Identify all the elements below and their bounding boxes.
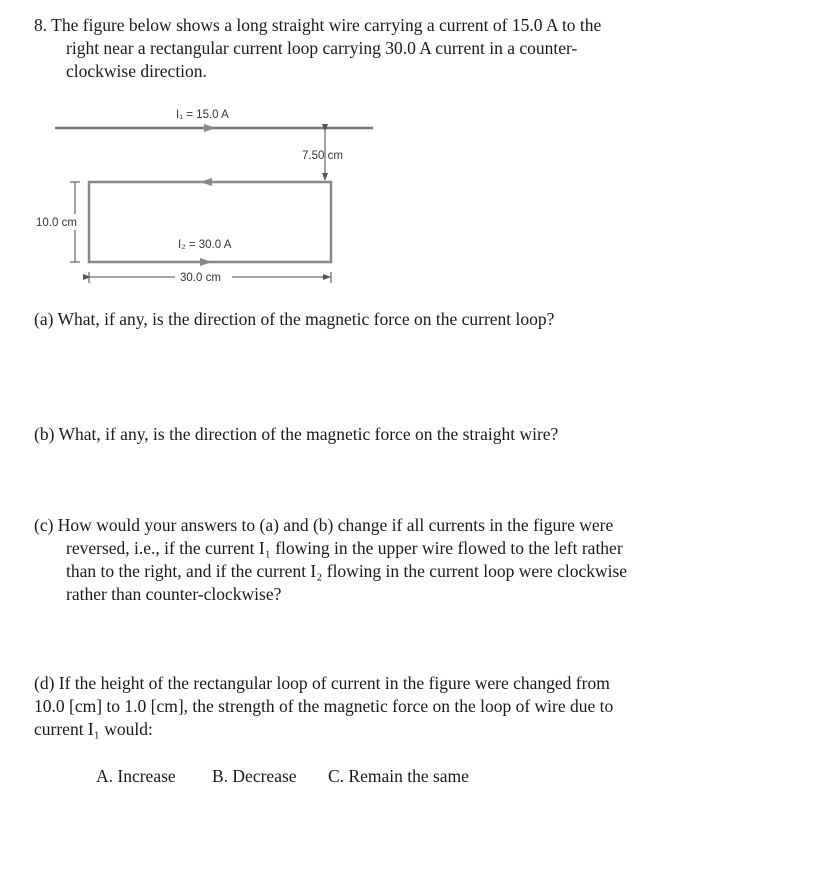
part-b: (b) What, if any, is the direction of the magnetic force on the straight wire? <box>34 424 559 444</box>
part-d-line-1: (d) If the height of the rectangular loop of current in the figure were changed from <box>34 673 610 693</box>
part-c-line-1: (c) How would your answers to (a) and (b) change if all currents in the figure were <box>34 515 614 535</box>
question-line-3: clockwise direction. <box>66 61 207 81</box>
i2-label: I₂ = 30.0 A <box>178 239 232 251</box>
gap-label: 7.50 cm <box>302 150 343 162</box>
part-d-line-3: current I₁ would: <box>34 719 153 739</box>
part-c-line-3: than to the right, and if the current I₂ flowing in the current loop were clockwise <box>66 561 628 581</box>
part-c-line-2: reversed, i.e., if the current I₁ flowing in the upper wire flowed to the left rather <box>66 538 623 558</box>
part-c-line-4: rather than counter-clockwise? <box>66 584 282 604</box>
loop-bottom-arrow-icon <box>200 258 212 266</box>
question-line-2: right near a rectangular current loop carrying 30.0 A current in a counter- <box>66 38 578 58</box>
choice-c: C. Remain the same <box>328 766 469 786</box>
part-a: (a) What, if any, is the direction of the magnetic force on the current loop? <box>34 309 555 329</box>
loop-top-arrow-icon <box>200 178 212 186</box>
width-label: 30.0 cm <box>180 272 221 284</box>
choice-b: B. Decrease <box>212 766 297 786</box>
part-d-line-2: 10.0 [cm] to 1.0 [cm], the strength of the magnetic force on the loop of wire due to <box>34 696 614 716</box>
wire-loop-figure <box>0 0 816 300</box>
i1-arrow-icon <box>204 124 216 132</box>
question-line-1: 8. The figure below shows a long straight wire carrying a current of 15.0 A to the <box>34 15 602 35</box>
i1-label: I₁ = 15.0 A <box>176 109 229 121</box>
height-label: 10.0 cm <box>36 217 77 229</box>
choice-a: A. Increase <box>96 766 176 786</box>
